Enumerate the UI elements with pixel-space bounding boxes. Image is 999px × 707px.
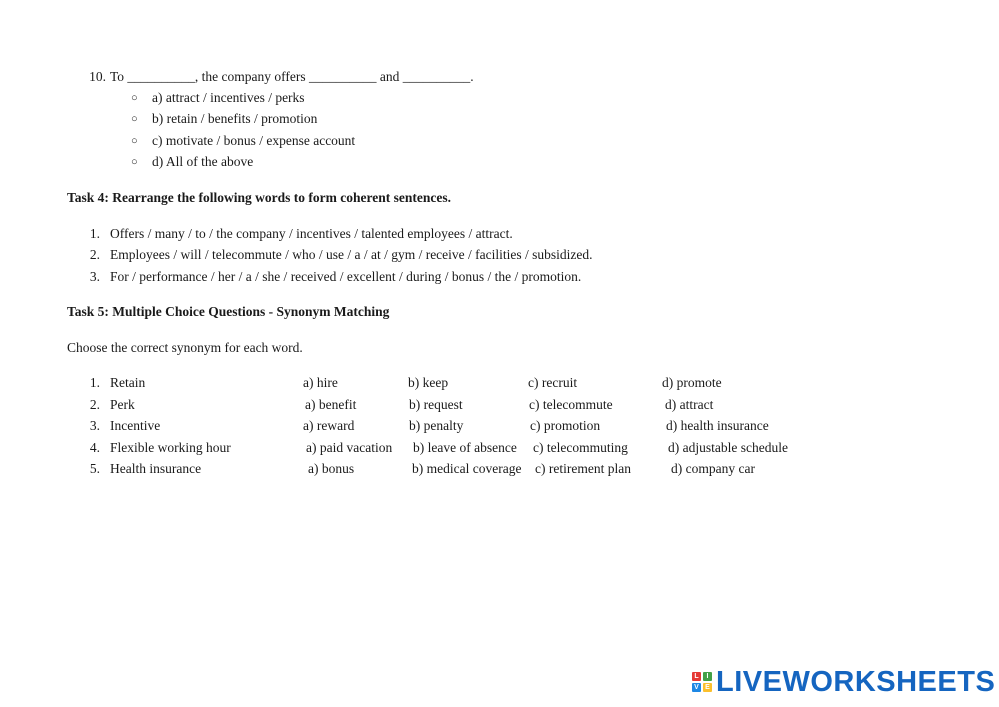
choice-a[interactable]: a) paid vacation xyxy=(306,440,393,455)
logo-text: LIVEWORKSHEETS xyxy=(716,665,996,698)
choice-d[interactable]: d) health insurance xyxy=(666,418,769,433)
list-number: 1. xyxy=(89,226,100,241)
choice-b[interactable]: b) medical coverage xyxy=(412,461,522,476)
choice-d[interactable]: d) attract xyxy=(665,397,714,412)
choice-c[interactable]: c) telecommuting xyxy=(533,440,628,455)
choice-b[interactable]: b) leave of absence xyxy=(413,440,517,455)
choice-b[interactable]: b) penalty xyxy=(409,418,464,433)
logo-tile: L xyxy=(692,672,701,681)
word: Health insurance xyxy=(110,461,202,476)
choice-a[interactable]: a) hire xyxy=(303,375,338,390)
choice-a[interactable]: a) reward xyxy=(303,418,355,433)
choice-a[interactable]: a) bonus xyxy=(308,461,355,476)
sentence-1: Offers / many / to / the company / incentives / talented employees / attract. xyxy=(110,226,513,241)
list-number: 5. xyxy=(89,461,100,476)
option-c[interactable]: c) motivate / bonus / expense account xyxy=(152,133,356,148)
choice-d[interactable]: d) promote xyxy=(662,375,722,390)
list-number: 4. xyxy=(89,440,100,455)
choice-c[interactable]: c) promotion xyxy=(530,418,601,433)
option-d[interactable]: d) All of the above xyxy=(152,154,254,169)
list-number: 2. xyxy=(89,247,100,262)
task5-instruction: Choose the correct synonym for each word. xyxy=(67,340,303,355)
choice-a[interactable]: a) benefit xyxy=(305,397,357,412)
bullet-icon: ○ xyxy=(131,156,138,168)
logo-tile: I xyxy=(703,672,712,681)
choice-b[interactable]: b) request xyxy=(409,397,463,412)
choice-d[interactable]: d) company car xyxy=(671,461,755,476)
word: Retain xyxy=(110,375,146,390)
choice-c[interactable]: c) recruit xyxy=(528,375,578,390)
list-number: 3. xyxy=(89,418,100,433)
option-a[interactable]: a) attract / incentives / perks xyxy=(152,90,305,105)
liveworksheets-logo xyxy=(692,665,995,699)
word: Perk xyxy=(110,397,135,412)
task4-title: Task 4: Rearrange the following words to form coherent sentences. xyxy=(67,190,451,205)
option-b[interactable]: b) retain / benefits / promotion xyxy=(152,111,318,126)
logo-tile: V xyxy=(692,683,701,692)
logo-tiles-icon xyxy=(692,672,712,692)
word: Flexible working hour xyxy=(110,440,231,455)
bullet-icon: ○ xyxy=(131,135,138,147)
task5-title: Task 5: Multiple Choice Questions - Synonym Matching xyxy=(67,304,390,319)
question-text: To __________, the company offers __________ and __________. xyxy=(110,69,474,84)
sentence-3: For / performance / her / a / she / received / excellent / during / bonus / the / promotion. xyxy=(110,269,582,284)
word: Incentive xyxy=(110,418,161,433)
choice-b[interactable]: b) keep xyxy=(408,375,449,390)
logo-tile: E xyxy=(703,683,712,692)
list-number: 1. xyxy=(89,375,100,390)
bullet-icon: ○ xyxy=(131,92,138,104)
choice-c[interactable]: c) telecommute xyxy=(529,397,613,412)
list-number: 2. xyxy=(89,397,100,412)
choice-c[interactable]: c) retirement plan xyxy=(535,461,631,476)
sentence-2: Employees / will / telecommute / who / use / a / at / gym / receive / facilities / subsidized. xyxy=(110,247,593,262)
choice-d[interactable]: d) adjustable schedule xyxy=(668,440,788,455)
list-number: 3. xyxy=(89,269,100,284)
question-number: 10. xyxy=(89,69,106,84)
bullet-icon: ○ xyxy=(131,113,138,125)
